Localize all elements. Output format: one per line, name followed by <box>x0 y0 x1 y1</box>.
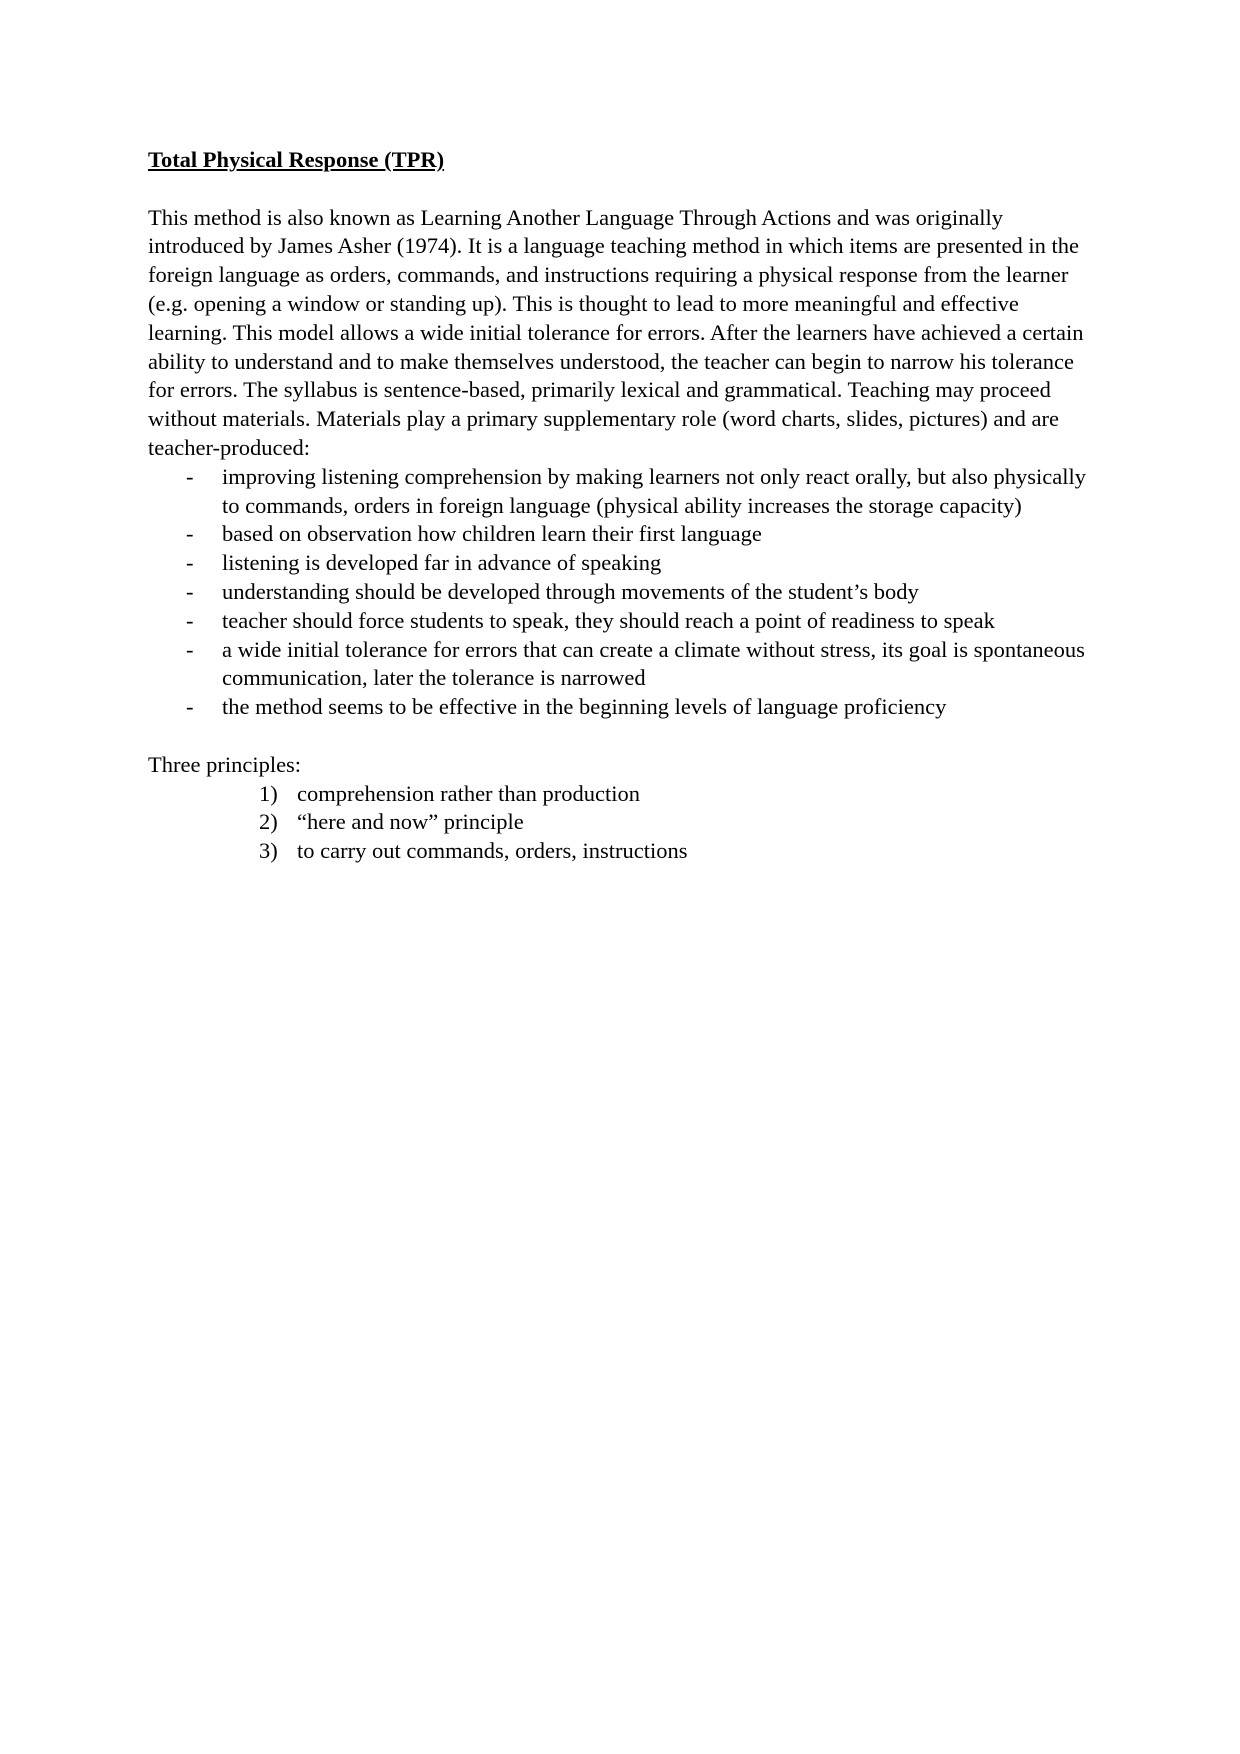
bullet-marker: - <box>186 521 194 547</box>
list-item <box>148 578 1098 607</box>
list-item <box>148 549 1098 578</box>
bullet-marker: - <box>186 463 194 489</box>
list-item <box>148 607 1098 636</box>
list-item-text: “here and now” principle <box>297 809 524 835</box>
bullet-marker: - <box>186 694 194 720</box>
intro-paragraph: This method is also known as Learning Another Language Through Actions and was originally introduced by James Asher (1974). It is a language teaching method in which items are presented in the foreign language as orders, commands, and instructions requiring a physical response from the learner (e.g. opening a window or standing up). This is thought to lead to more meaningful and effective learning. This model allows a wide initial tolerance for errors. After the learners have achieved a certain ability to understand and to make themselves understood, the teacher can begin to narrow his tolerance for errors. The syllabus is sentence-based, primarily lexical and grammatical. Teaching may proceed without materials. Materials play a primary supplementary role (word charts, slides, pictures) and are teacher-produced: <box>148 204 1084 460</box>
list-item <box>148 780 1098 809</box>
document-title: Total Physical Response (TPR) <box>148 147 445 172</box>
principles-heading: Three principles: <box>148 751 302 777</box>
list-item <box>148 463 1098 521</box>
list-item-text: listening is developed far in advance of speaking <box>222 550 662 576</box>
list-item-text: teacher should force students to speak, they should reach a point of readiness to speak <box>222 607 995 633</box>
list-item <box>148 837 1098 866</box>
bullet-marker: - <box>186 636 194 662</box>
list-item-text: the method seems to be effective in the beginning levels of language proficiency <box>222 694 947 720</box>
list-item <box>148 636 1098 694</box>
list-item-text: understanding should be developed through movements of the student’s body <box>222 578 919 604</box>
bullet-marker: - <box>186 607 194 633</box>
number-marker: 2) <box>259 809 278 835</box>
number-marker: 1) <box>259 780 278 806</box>
list-item-text: improving listening comprehension by making learners not only react orally, but also physically to commands, orders in foreign language (physical ability increases the storage capacity) <box>222 463 1086 518</box>
number-marker: 3) <box>259 838 278 864</box>
list-item-text: based on observation how children learn their first language <box>222 521 762 547</box>
feature-bullet-list <box>148 463 1098 722</box>
bullet-marker: - <box>186 550 194 576</box>
bullet-marker: - <box>186 578 194 604</box>
document-content <box>148 146 1098 866</box>
list-item <box>148 520 1098 549</box>
list-item <box>148 693 1098 722</box>
list-item-text: a wide initial tolerance for errors that can create a climate without stress, its goal is spontaneous communication, later the tolerance is narrowed <box>222 636 1085 691</box>
list-item-text: to carry out commands, orders, instructions <box>297 838 688 864</box>
list-item-text: comprehension rather than production <box>297 780 641 806</box>
principles-list <box>148 780 1098 866</box>
list-item <box>148 808 1098 837</box>
